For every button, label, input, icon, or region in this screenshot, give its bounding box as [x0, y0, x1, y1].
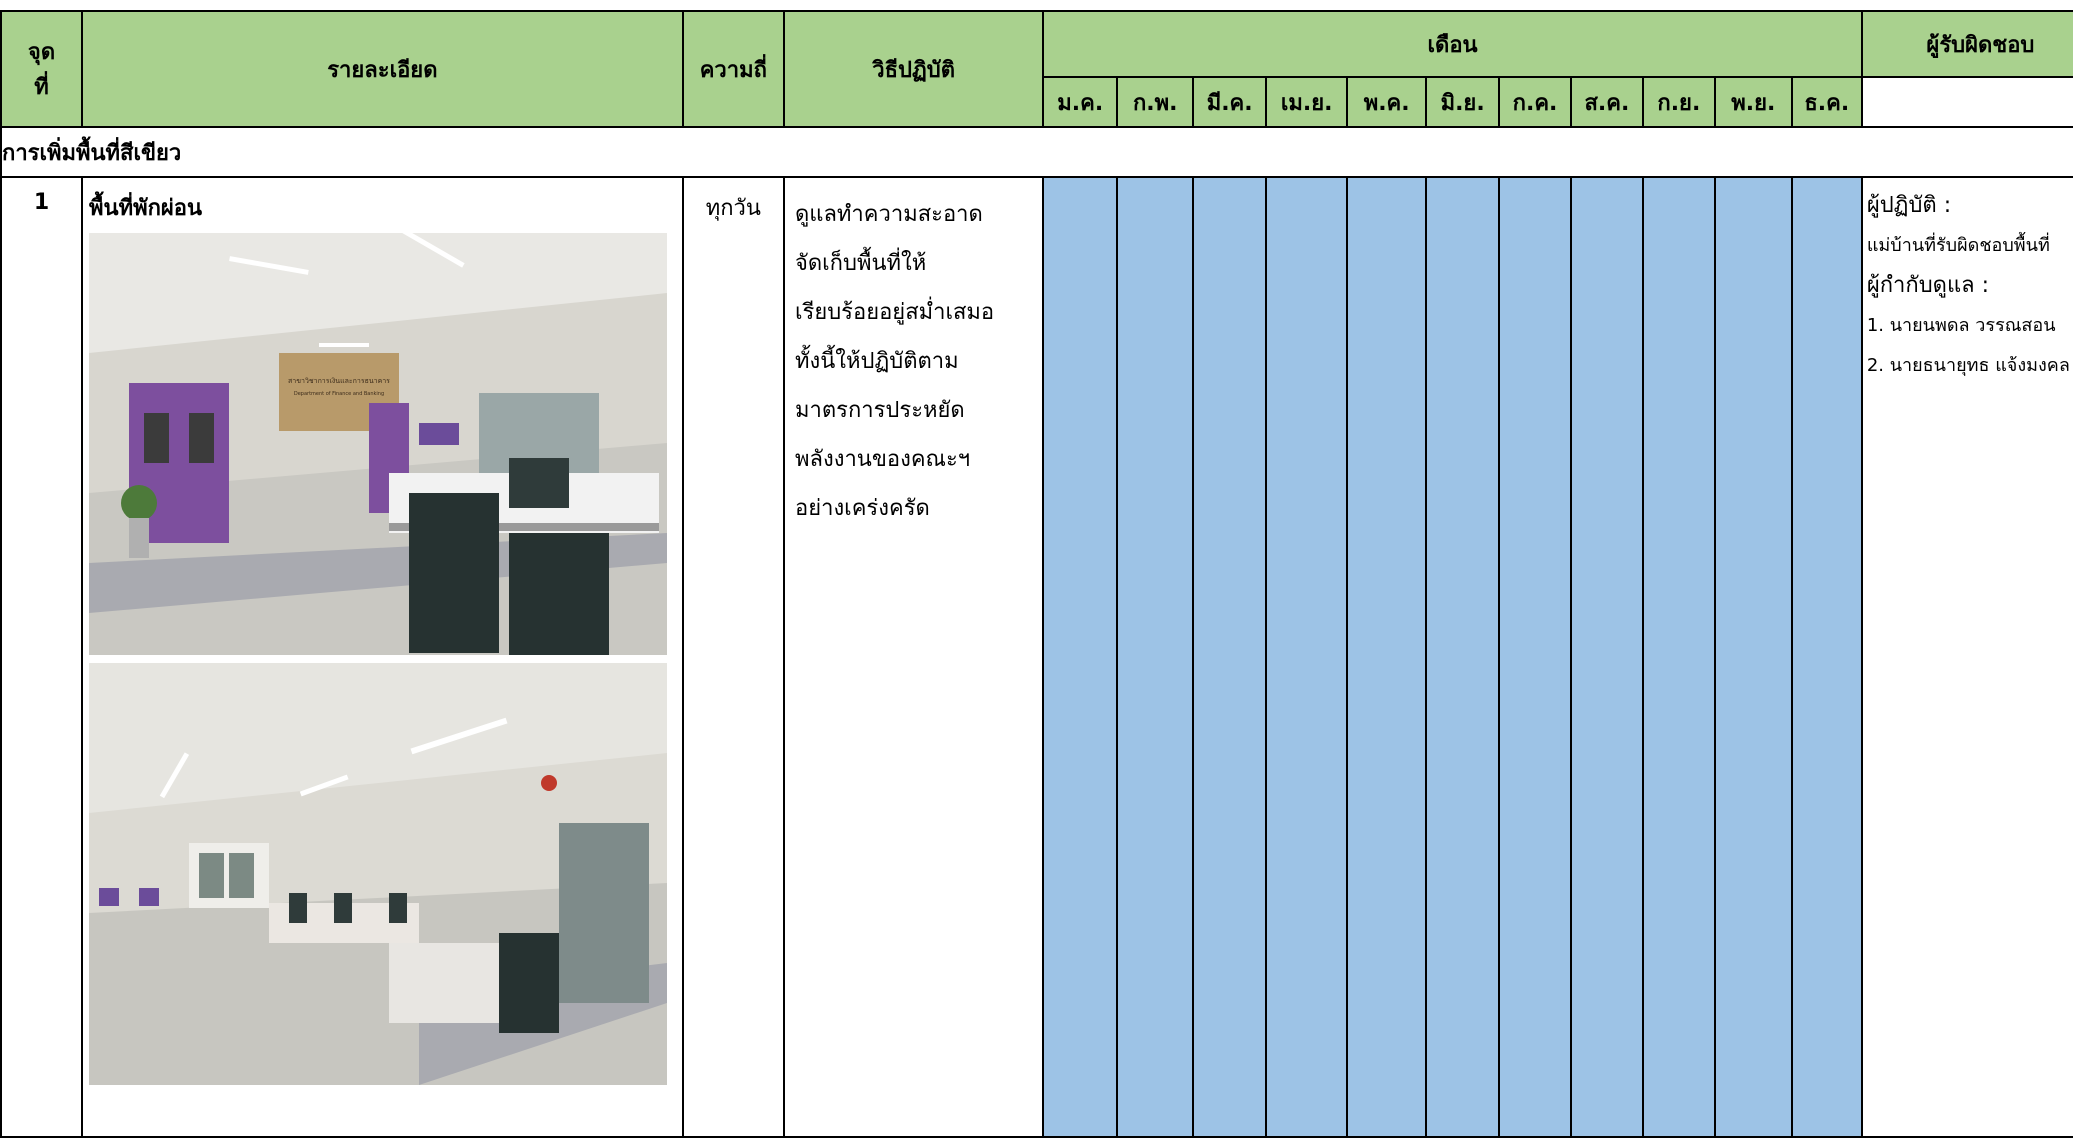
month-header: พ.ย.	[1715, 77, 1792, 127]
rest-area-photo-1	[89, 233, 667, 655]
month-cell-dec	[1792, 177, 1862, 1137]
row-frequency: ทุกวัน	[683, 177, 784, 1137]
method-line: จัดเก็บพื้นที่ให้	[794, 251, 927, 276]
month-header: ม.ค.	[1043, 77, 1117, 127]
month-header: เม.ย.	[1266, 77, 1347, 127]
section-title: การเพิ่มพื้นที่สีเขียว	[1, 127, 2073, 177]
method-line: อย่างเคร่งครัด	[794, 496, 930, 521]
month-cell-jun	[1426, 177, 1499, 1137]
header-responsible: ผู้รับผิดชอบ	[1862, 11, 2073, 77]
method-line: เรียบร้อยอยู่สม่ำเสมอ	[794, 300, 995, 325]
header-details: รายละเอียด	[82, 11, 683, 127]
header-point-no-line1: จุด	[27, 40, 56, 65]
method-line: มาตรการประหยัด	[794, 398, 965, 423]
row-responsible	[1862, 177, 2073, 1137]
row-method	[784, 177, 1043, 1137]
department-sign-subtext: Department of Finance and Banking	[293, 391, 385, 397]
row-number: 1	[1, 177, 82, 1137]
method-line: พลังงานของคณะฯ	[794, 447, 971, 472]
month-cell-sep	[1643, 177, 1715, 1137]
row-details	[82, 177, 683, 1137]
table-row	[1, 177, 2073, 1137]
month-cell-jan	[1043, 177, 1117, 1137]
month-header: ส.ค.	[1571, 77, 1643, 127]
month-cell-may	[1347, 177, 1426, 1137]
header-month-group: เดือน	[1043, 11, 1862, 77]
method-line: ทั้งนี้ให้ปฏิบัติตาม	[794, 349, 959, 374]
method-line: ดูแลทำความสะอาด	[794, 202, 983, 227]
month-cell-nov	[1715, 177, 1792, 1137]
month-header: พ.ค.	[1347, 77, 1426, 127]
month-header: มิ.ย.	[1426, 77, 1499, 127]
header-frequency: ความถี่	[683, 11, 784, 127]
month-cell-aug	[1571, 177, 1643, 1137]
month-header: ก.พ.	[1117, 77, 1193, 127]
month-cell-jul	[1499, 177, 1571, 1137]
header-method: วิธีปฏิบัติ	[784, 11, 1043, 127]
month-header: มี.ค.	[1193, 77, 1266, 127]
row-title: พื้นที่พักผ่อน	[89, 196, 203, 221]
month-cell-mar	[1193, 177, 1266, 1137]
department-sign-text: สาขาวิชาการเงินและการธนาคาร	[288, 377, 390, 385]
month-header: ก.ค.	[1499, 77, 1571, 127]
month-header: ธ.ค.	[1792, 77, 1862, 127]
month-cell-apr	[1266, 177, 1347, 1137]
operator-label: ผู้ปฏิบัติ :	[1866, 193, 1952, 218]
month-cell-feb	[1117, 177, 1193, 1137]
month-header: ก.ย.	[1643, 77, 1715, 127]
rest-area-photo-2	[89, 663, 667, 1085]
supervisor-name: 1. นายนพดล วรรณสอน	[1866, 315, 2056, 336]
supervisor-name: 2. นายธนายุทธ แจ้งมงคล	[1866, 355, 2070, 376]
operator-name: แม่บ้านที่รับผิดชอบพื้นที่	[1866, 235, 2050, 256]
responsible-subheader-blank	[1862, 77, 2073, 127]
maintenance-plan-table	[0, 10, 2073, 1138]
supervisor-label: ผู้กำกับดูแล :	[1866, 273, 1990, 298]
header-point-no	[1, 11, 82, 127]
header-point-no-line2: ที่	[34, 75, 49, 100]
